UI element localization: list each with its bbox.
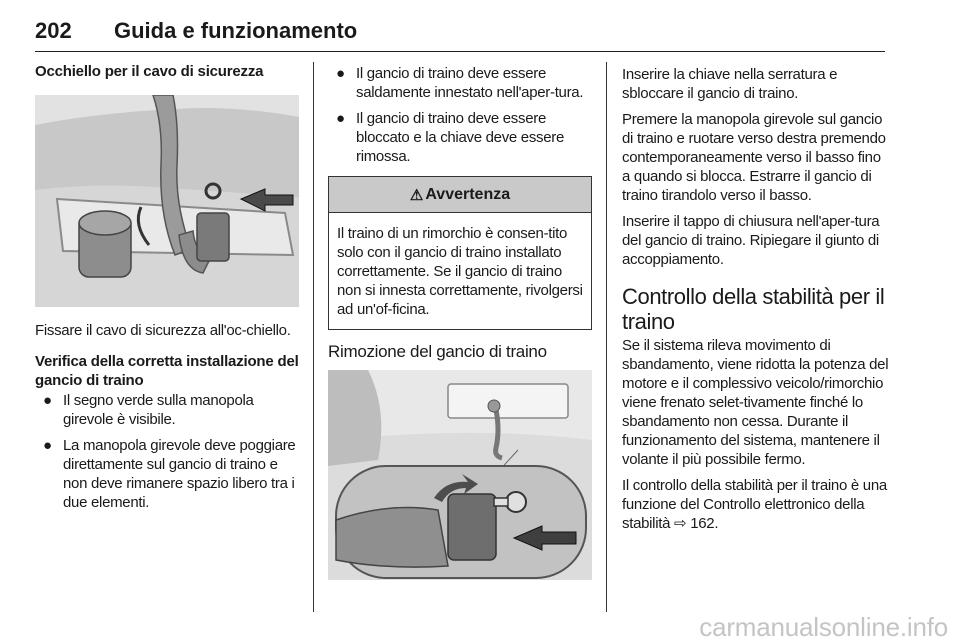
page-reference[interactable]: 162.: [690, 515, 719, 532]
column-2: [328, 62, 592, 580]
list-item: ● Il segno verde sulla manopola girevole è visibile.: [43, 392, 254, 428]
bullet-icon: ●: [336, 110, 345, 127]
chapter-title: Guida e funzionamento: [114, 18, 358, 43]
page-number: 202: [35, 18, 72, 43]
warning-header: [329, 177, 591, 213]
section-heading: Controllo della stabilità per il traino: [622, 284, 885, 334]
section-subheading: Verifica della corretta installazione del gancio di traino: [35, 353, 299, 389]
paragraph: Il controllo della stabilità per il traino è una funzione del Controllo elettronico della stabilità ⇨ 162.: [622, 477, 887, 532]
warning-box: [328, 176, 592, 330]
list-item: ● La manopola girevole deve poggiare direttamente sul gancio di traino e non deve rimanere spazio libero tra i due elementi.: [43, 437, 296, 511]
warning-text: Il traino di un rimorchio è consen-tito solo con il gancio di traino installato correttamente. Se il gancio di traino non si innesta correttamente, rivolgersi ad un'of-ficina.: [337, 225, 583, 318]
paragraph: Inserire la chiave nella serratura e sbloccare il gancio di traino.: [622, 66, 838, 102]
warning-triangle-icon: ⚠: [409, 186, 424, 204]
section-heading: Occhiello per il cavo di sicurezza: [35, 63, 264, 80]
bullet-icon: ●: [43, 392, 52, 409]
warning-title: Avvertenza: [425, 185, 511, 203]
watermark: carmanualsonline.info: [699, 612, 948, 642]
page-header: [35, 8, 885, 52]
column-1: [35, 62, 299, 512]
paragraph: Se il sistema rileva movimento di sbandamento, viene ridotta la potenza del motore e il complessivo veicolo/rimorchio viene frenato selet-tivamente finché lo sbandamento non cessa. Durante il funzionamento del sistema, mantenere il volante il più possibile fermo.: [622, 337, 889, 468]
bullet-icon: ●: [43, 437, 52, 454]
list-item: ● Il gancio di traino deve essere saldamente innestato nell'aper-tura.: [336, 65, 584, 101]
column-divider: [313, 62, 314, 612]
paragraph: Inserire il tappo di chiusura nell'aper-tura del gancio di traino. Ripiegare il giunto di accoppiamento.: [622, 213, 880, 268]
safety-cable-eyelet-illustration: [35, 95, 299, 307]
paragraph: Premere la manopola girevole sul gancio di traino e ruotare verso destra premendo contemporaneamente verso il basso fino a quando si blocca. Estrarre il gancio di traino tirandolo verso il basso.: [622, 111, 886, 204]
page-ref-arrow-icon: ⇨: [674, 515, 687, 532]
column-3: [622, 62, 890, 533]
paragraph: Fissare il cavo di sicurezza all'oc-chiello.: [35, 322, 291, 339]
column-divider: [606, 62, 607, 612]
list-item: ● Il gancio di traino deve essere bloccato e la chiave deve essere rimossa.: [336, 110, 565, 165]
section-heading: Rimozione del gancio di traino: [328, 342, 547, 361]
tow-hook-removal-illustration: [328, 370, 592, 580]
bullet-icon: ●: [336, 65, 345, 82]
